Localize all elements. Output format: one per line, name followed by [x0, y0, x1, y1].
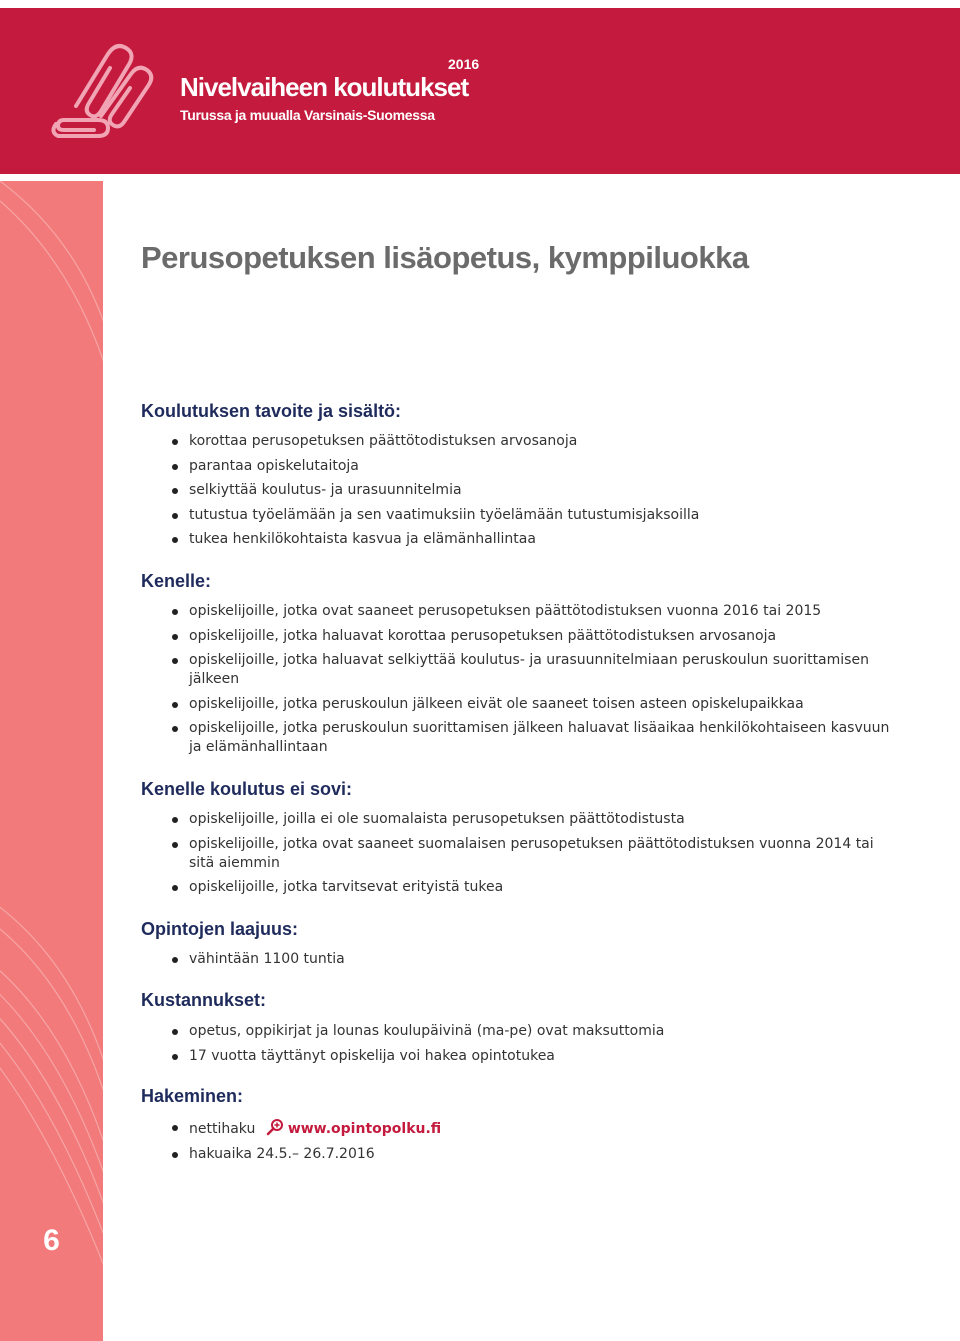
header-banner: [0, 8, 960, 174]
list-item: tukea henkilökohtaista kasvua ja elämänhallintaa: [172, 530, 892, 549]
list-item: opiskelijoille, jotka peruskoulun suorittamisen jälkeen haluavat lisäaikaa henkilökohtaiseen kasvuun ja elämänhallintaan: [172, 719, 892, 757]
list-item: opiskelijoille, jotka haluavat selkiyttää koulutus- ja urasuunnitelmiaan peruskoulun suorittamisen jälkeen: [172, 651, 892, 689]
paperclips-logo-icon: [46, 36, 156, 146]
swirl-decoration: [0, 181, 103, 1341]
section-heading-hakeminen: Hakeminen:: [141, 1086, 244, 1106]
header-title: Nivelvaiheen koulutukset: [180, 72, 469, 102]
list-item: vähintään 1100 tuntia: [172, 950, 892, 969]
list-item: parantaa opiskelutaitoja: [172, 457, 892, 476]
list-item: opetus, oppikirjat ja lounas koulupäivinä (ma-pe) ovat maksuttomia: [172, 1022, 892, 1041]
list-item: 17 vuotta täyttänyt opiskelija voi hakea opintotukea: [172, 1047, 892, 1066]
list-item: opiskelijoille, jotka haluavat korottaa perusopetuksen päättötodistuksen arvosanoja: [172, 627, 892, 646]
list-item: opiskelijoille, jotka ovat saaneet perusopetuksen päättötodistuksen vuonna 2016 tai 2015: [172, 602, 892, 621]
section-heading-tavoite: Koulutuksen tavoite ja sisältö:: [141, 401, 402, 421]
page-title: Perusopetuksen lisäopetus, kymppiluokka: [141, 240, 749, 275]
section-heading-ei-sovi: Kenelle koulutus ei sovi:: [141, 779, 353, 799]
list-item-hakuaika: hakuaika 24.5.– 26.7.2016: [172, 1145, 892, 1164]
opintopolku-link[interactable]: www.opintopolku.fi: [287, 1121, 442, 1137]
list-laajuus: [172, 950, 892, 975]
list-kenelle: [172, 602, 892, 763]
list-item: opiskelijoille, jotka ovat saaneet suomalaisen perusopetuksen päättötodistuksen vuonna 2014 tai sitä aiemmin: [172, 835, 892, 873]
list-tavoite: [172, 432, 892, 555]
section-heading-kenelle: Kenelle:: [141, 571, 212, 591]
section-heading-laajuus: Opintojen laajuus:: [141, 919, 299, 939]
list-ei-sovi: [172, 810, 892, 903]
section-heading-kustannukset: Kustannukset:: [141, 990, 267, 1010]
page-number: 6: [43, 1224, 60, 1257]
header-year: 2016: [448, 56, 480, 72]
list-hakeminen: [172, 1118, 892, 1169]
list-item: opiskelijoille, jotka tarvitsevat erityistä tukea: [172, 878, 892, 897]
list-item: selkiyttää koulutus- ja urasuunnitelmia: [172, 481, 892, 500]
list-item: tutustua työelämään ja sen vaatimuksiin työelämään tutustumisjaksoilla: [172, 506, 892, 525]
decorative-sidebar: [0, 181, 103, 1341]
list-item-nettihaku: [172, 1118, 892, 1139]
list-kustannukset: [172, 1022, 892, 1071]
list-item: opiskelijoille, joilla ei ole suomalaista perusopetuksen päättötodistusta: [172, 810, 892, 829]
nettihaku-label: nettihaku: [189, 1121, 256, 1137]
search-icon: [266, 1118, 284, 1136]
list-item: korottaa perusopetuksen päättötodistuksen arvosanoja: [172, 432, 892, 451]
header-subtitle: Turussa ja muualla Varsinais-Suomessa: [180, 107, 435, 123]
list-item: opiskelijoille, jotka peruskoulun jälkeen eivät ole saaneet toisen asteen opiskelupaikkaa: [172, 695, 892, 714]
